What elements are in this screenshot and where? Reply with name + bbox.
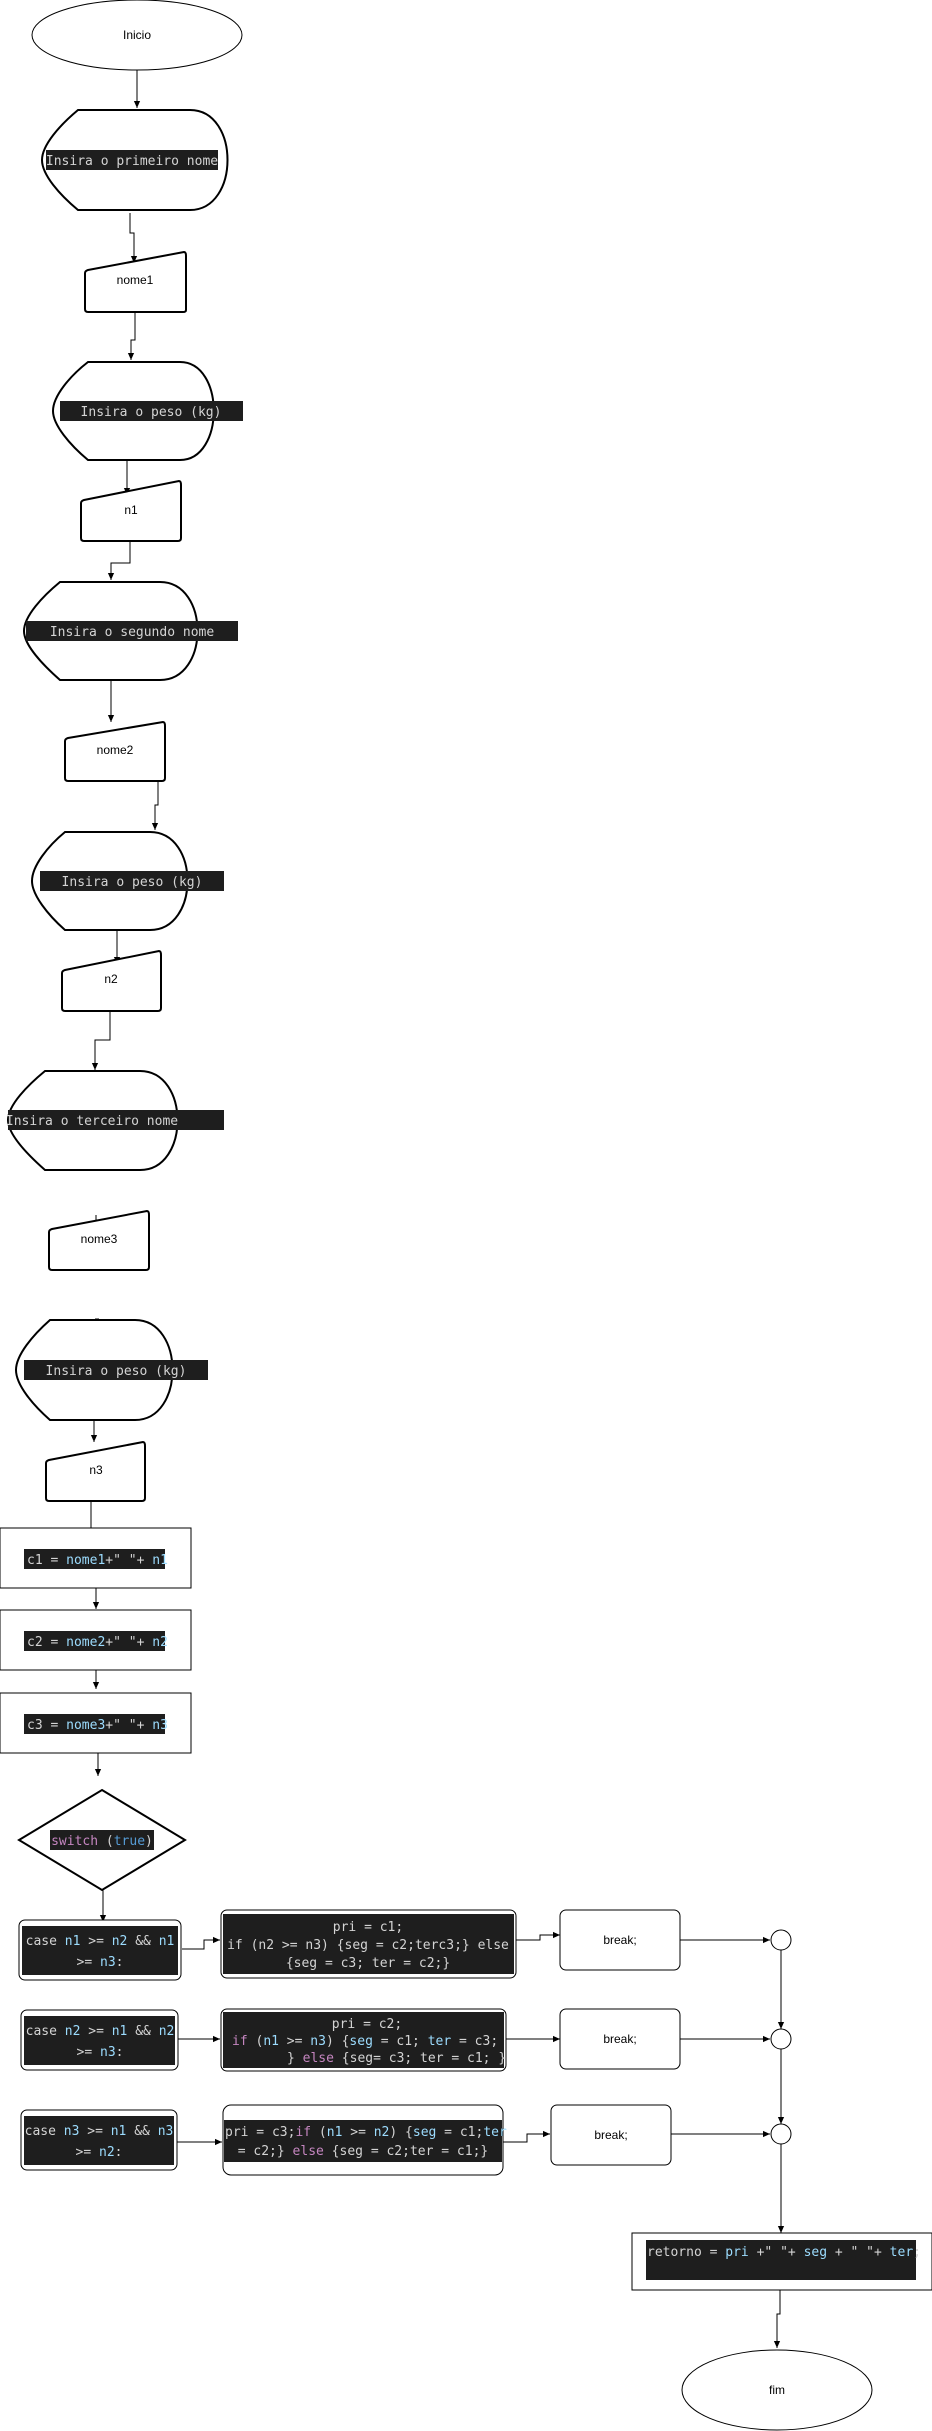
retorno-end: ; [913,2245,921,2260]
svg-text:>= n3: [77,2045,124,2060]
display-prompt-2 [53,362,243,460]
case3-p2: ) { [389,2125,413,2140]
break-label-2: break; [603,2032,637,2046]
input-n3 [46,1442,145,1501]
c1-mid: +" "+ [105,1553,153,1568]
case2-p2: ) { [325,2034,350,2049]
c2-mid: +" "+ [105,1635,153,1650]
prompt-text-3: Insira o segundo nome [49,625,215,640]
input-label-nome3: nome3 [80,1232,118,1246]
case2-c: n2 [158,2024,175,2039]
case2-op2: && [127,2024,159,2039]
process-retorno [632,2233,932,2290]
display-prompt-1 [42,110,228,210]
case2-kw: case [25,2024,65,2039]
case2-e2: = c3; [451,2034,499,2049]
svg-text:>= n2: [76,2145,123,2160]
input-label-n1: n1 [124,503,138,517]
c2-var: nome2 [66,1635,106,1650]
case3-c: n3 [157,2124,174,2139]
case1-op: >= [76,1955,100,1970]
input-nome1 [85,252,186,312]
svg-text:>= n3: [77,1955,124,1970]
case1-d: n3 [100,1955,116,1970]
switch-value: true [113,1834,146,1849]
retorno-ter: ter [889,2245,914,2260]
svg-text:case n2 >= n1 && n2 [26,2024,175,2039]
case2-action-line1: pri = c2; [331,2017,403,2032]
input-n2 [62,951,161,1011]
case-1-action [221,1910,516,1978]
svg-text:pri = c3;if (n1 >= n2) {seg = [225,2125,507,2140]
case3-if: if [295,2125,312,2140]
case2-ter: ter [427,2034,452,2049]
case3-y: n2 [373,2125,390,2140]
prompt-text-1: Insira o primeiro nome [45,154,219,169]
c3-mid: +" "+ [105,1718,153,1733]
c2-lhs: c2 = [27,1635,67,1650]
case3-rest: {seg = c2;ter = c1;} [323,2144,489,2159]
display-prompt-3 [24,582,238,680]
c1-lhs: c1 = [27,1553,67,1568]
case1-end: : [115,1955,124,1970]
case3-op1: >= [79,2124,111,2139]
c1-num: n1 [152,1553,168,1568]
retorno-lhs: retorno = [647,2245,726,2260]
svg-text:= c2;} else {seg = c2;ter = c1 [238,2144,488,2159]
case1-c: n1 [158,1934,175,1949]
start-label: Inicio [122,28,152,42]
case2-e1: = c1; [372,2034,428,2049]
case3-seg: seg [412,2125,437,2140]
input-label-n2: n2 [104,972,118,986]
svg-text:c1 = nome1+" "+ n1 [27,1553,168,1568]
svg-text:retorno = pri +" "+ seg + " "+ [647,2245,921,2260]
decision-switch [19,1790,185,1890]
case1-kw: case [25,1934,65,1949]
display-prompt-6 [16,1320,208,1420]
case1-a: n1 [64,1934,81,1949]
merge-point-2 [771,2029,791,2049]
end-terminator [682,2350,872,2430]
case2-close: } [287,2051,303,2066]
c3-var: nome3 [66,1718,106,1733]
prompt-text-2: Insira o peso (kg) [80,405,222,420]
case3-end: : [114,2145,123,2160]
c1-var: nome1 [66,1553,106,1568]
retorno-seg: seg [803,2245,828,2260]
case3-cmp: >= [342,2125,374,2140]
case-2-break [560,2009,680,2069]
case2-if: if [232,2034,248,2049]
input-label-nome1: nome1 [116,273,154,287]
case2-y: n3 [310,2034,326,2049]
switch-keyword: switch [51,1834,99,1849]
merge-point-3 [771,2124,791,2144]
prompt-text-6: Insira o peso (kg) [45,1364,187,1379]
case2-d: n3 [100,2045,116,2060]
break-label-1: break; [603,1933,637,1947]
case3-a: n3 [63,2124,80,2139]
case2-p1: ( [247,2034,264,2049]
input-nome3 [49,1211,149,1270]
case2-op1: >= [80,2024,112,2039]
case3-kw: case [24,2124,64,2139]
switch-close: ) [145,1834,153,1849]
case3-e: = c1; [436,2125,484,2140]
input-nome2 [65,722,165,781]
svg-text:if (n1 >= n3) {seg = c1; ter = [232,2034,498,2049]
svg-text:switch (true) [51,1834,153,1849]
svg-text:case n3 >= n1 && n3 [25,2124,174,2139]
case1-b: n2 [111,1934,128,1949]
end-label: fim [769,2383,785,2397]
merge-point-1 [771,1930,791,1950]
case3-d: n2 [99,2145,115,2160]
case2-else: else [302,2051,334,2066]
case3-b: n1 [110,2124,127,2139]
case-2 [21,2010,178,2070]
svg-text:c3 = nome3+" "+ n3 [27,1718,168,1733]
case3-op: >= [75,2145,99,2160]
case2-op: >= [278,2034,311,2049]
case-3-break [551,2105,671,2165]
case2-a: n2 [64,2024,81,2039]
case3-op2: && [126,2124,158,2139]
case1-action-line2: if (n2 >= n3) {seg = c2;terc3;} else [227,1938,509,1953]
process-c2 [0,1610,191,1670]
c3-num: n3 [152,1718,168,1733]
case2-op: >= [76,2045,100,2060]
prompt-text-5: Insira o terceiro nome [5,1114,179,1129]
process-c1 [0,1528,191,1588]
case3-else: else [292,2144,324,2159]
svg-text:case n1 >= n2 && n1 [26,1934,175,1949]
case1-op1: >= [80,1934,112,1949]
case3-pri: pri = c3; [225,2125,296,2140]
case2-rest: {seg= c3; ter = c1; } [333,2051,507,2066]
case1-action-line1: pri = c1; [332,1920,404,1935]
case1-action-line3: {seg = c3; ter = c2;} [285,1956,451,1971]
case3-a2: = c2;} [237,2144,293,2159]
case-2-action [221,2009,506,2071]
start-terminator [32,0,242,70]
case3-ter: ter [483,2125,507,2140]
case-3 [21,2110,177,2170]
case-1 [19,1920,181,1980]
case3-x: n1 [326,2125,343,2140]
svg-text:} else {seg= c3; ter = c1; } [287,2051,506,2066]
retorno-m2: + " "+ [827,2245,890,2260]
prompt-text-4: Insira o peso (kg) [61,875,203,890]
switch-open: ( [98,1834,114,1849]
process-c3 [0,1693,191,1753]
input-n1 [81,481,181,541]
retorno-m1: +" "+ [748,2245,804,2260]
case2-x: n1 [263,2034,279,2049]
display-prompt-4 [32,832,224,930]
break-label-3: break; [594,2128,628,2142]
case3-p1: ( [311,2125,327,2140]
input-label-nome2: nome2 [96,743,134,757]
svg-text:c2 = nome2+" "+ n2 [27,1635,168,1650]
c3-lhs: c3 = [27,1718,67,1733]
display-prompt-5 [6,1071,224,1170]
retorno-pri: pri [725,2245,749,2260]
case-3-action [223,2105,507,2175]
case-1-break [560,1910,680,1970]
case2-seg: seg [349,2034,373,2049]
input-label-n3: n3 [89,1463,103,1477]
case1-op2: && [127,1934,159,1949]
case2-b: n1 [111,2024,128,2039]
case2-end: : [115,2045,124,2060]
c2-num: n2 [152,1635,168,1650]
